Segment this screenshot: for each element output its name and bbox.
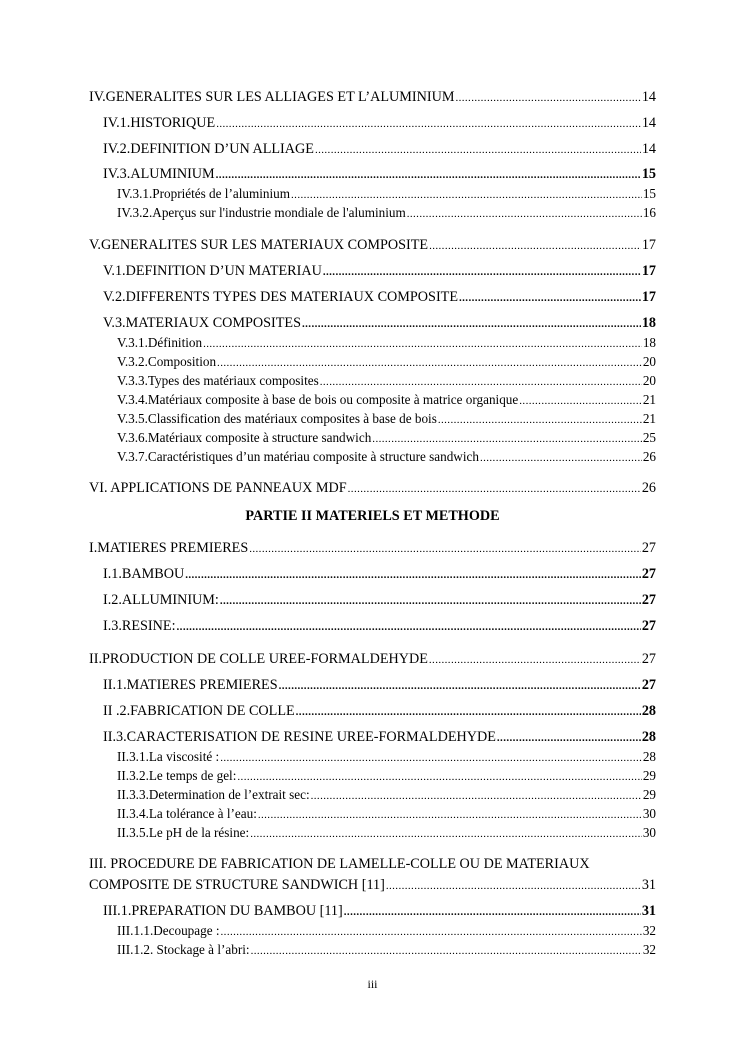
toc-entry[interactable] bbox=[89, 541, 656, 557]
toc-page: 28 bbox=[641, 729, 656, 745]
toc-entry[interactable] bbox=[103, 142, 656, 158]
toc-entry[interactable] bbox=[103, 116, 656, 132]
toc-leader bbox=[216, 118, 641, 130]
toc-leader bbox=[348, 483, 641, 495]
toc-title: III.1.2. Stockage à l’abri: bbox=[117, 942, 250, 957]
toc-page: 26 bbox=[642, 449, 656, 464]
toc-page: 29 bbox=[642, 768, 656, 783]
toc-page: 26 bbox=[641, 480, 656, 496]
toc-title: V.1.DEFINITION D’UN MATERIAU bbox=[103, 263, 322, 279]
toc-title: V.3.6.Matériaux composite à structure sandwich bbox=[117, 430, 372, 445]
toc-title: V.3.2.Composition bbox=[117, 354, 217, 369]
toc-title: III. PROCEDURE DE FABRICATION DE LAMELLE-COLLE OU DE MATERIAUX bbox=[89, 856, 590, 872]
toc-leader bbox=[296, 706, 641, 718]
toc-entry[interactable] bbox=[117, 450, 656, 465]
toc-leader bbox=[438, 414, 642, 426]
toc-leader bbox=[217, 357, 642, 369]
toc-entry[interactable] bbox=[117, 412, 656, 427]
toc-leader bbox=[480, 452, 642, 464]
toc-title: IV.3.2.Aperçus sur l'industrie mondiale de l'aluminium bbox=[117, 205, 406, 220]
toc-leader bbox=[429, 240, 641, 252]
toc-title: II.PRODUCTION DE COLLE UREE-FORMALDEHYDE bbox=[89, 651, 428, 667]
toc-page: 27 bbox=[641, 592, 656, 608]
toc-leader bbox=[251, 945, 642, 957]
toc-entry[interactable] bbox=[117, 769, 656, 784]
toc-leader bbox=[459, 292, 641, 304]
toc-page: 18 bbox=[641, 315, 656, 331]
toc-leader bbox=[279, 680, 641, 692]
toc-title: IV.3.ALUMINIUM bbox=[103, 166, 215, 182]
toc-page: 15 bbox=[642, 186, 656, 201]
toc-leader bbox=[315, 144, 641, 156]
toc-page: 14 bbox=[641, 115, 656, 131]
toc-title: V.3.MATERIAUX COMPOSITES bbox=[103, 315, 301, 331]
toc-title: I.1.BAMBOU bbox=[103, 566, 185, 582]
toc-leader bbox=[185, 569, 641, 581]
toc-page: 27 bbox=[641, 651, 656, 667]
toc-entry[interactable] bbox=[103, 619, 656, 635]
toc-entry[interactable] bbox=[117, 943, 656, 958]
toc-title: V.3.7.Caractéristiques d’un matériau composite à structure sandwich bbox=[117, 449, 479, 464]
toc-title: IV.GENERALITES SUR LES ALLIAGES ET L’ALUMINIUM bbox=[89, 89, 455, 105]
toc-entry[interactable] bbox=[117, 750, 656, 765]
toc-page: 31 bbox=[641, 903, 656, 919]
toc-entry[interactable] bbox=[117, 924, 656, 939]
toc-title: V.3.1.Définition bbox=[117, 335, 203, 350]
toc-title: V.GENERALITES SUR LES MATERIAUX COMPOSITE bbox=[89, 237, 429, 253]
toc-page: 16 bbox=[642, 205, 656, 220]
toc-entry[interactable] bbox=[103, 678, 656, 694]
toc-page: 28 bbox=[641, 703, 656, 719]
toc-leader bbox=[249, 543, 641, 555]
toc-leader bbox=[220, 752, 642, 764]
toc-title: II.3.CARACTERISATION DE RESINE UREE-FORMALDEHYDE bbox=[103, 729, 496, 745]
toc-page: 31 bbox=[641, 876, 656, 893]
toc-page: 30 bbox=[642, 825, 656, 840]
page-number: iii bbox=[367, 977, 378, 991]
toc-leader bbox=[216, 169, 641, 181]
toc-page: 27 bbox=[641, 540, 656, 556]
toc-title: III.1.1.Decoupage : bbox=[117, 923, 220, 938]
toc-page: 20 bbox=[642, 354, 656, 369]
toc-page: 14 bbox=[641, 141, 656, 157]
toc-page: 27 bbox=[641, 618, 656, 634]
toc-entry[interactable] bbox=[117, 393, 656, 408]
toc-page: 17 bbox=[641, 289, 656, 305]
toc-entry[interactable] bbox=[89, 238, 656, 254]
toc-entry[interactable] bbox=[103, 730, 656, 746]
toc-entry[interactable] bbox=[117, 807, 656, 822]
toc-title: II.3.5.Le pH de la résine: bbox=[117, 825, 250, 840]
toc-leader bbox=[519, 395, 642, 407]
toc-page: 17 bbox=[641, 237, 656, 253]
toc-leader bbox=[311, 790, 642, 802]
toc-entry[interactable] bbox=[103, 567, 656, 583]
toc-page: 20 bbox=[642, 373, 656, 388]
toc-entry[interactable] bbox=[103, 904, 656, 920]
toc-title: II.3.4.La tolérance à l’eau: bbox=[117, 806, 257, 821]
toc-title: V.2.DIFFERENTS TYPES DES MATERIAUX COMPOSITE bbox=[103, 289, 458, 305]
toc-page: 25 bbox=[642, 430, 656, 445]
toc-title: IV.1.HISTORIQUE bbox=[103, 115, 216, 131]
toc-entry[interactable] bbox=[117, 336, 656, 351]
toc-title: V.3.5.Classification des matériaux composites à base de bois bbox=[117, 411, 437, 426]
toc-title: II .2.FABRICATION DE COLLE bbox=[103, 703, 295, 719]
toc-leader bbox=[320, 376, 642, 388]
toc-entry[interactable] bbox=[117, 187, 656, 202]
toc-title: II.3.1.La viscosité : bbox=[117, 749, 220, 764]
toc-leader bbox=[344, 906, 641, 918]
toc-page: 17 bbox=[641, 263, 656, 279]
toc-entry[interactable] bbox=[103, 704, 656, 720]
toc-leader bbox=[429, 654, 641, 666]
toc-title: VI. APPLICATIONS DE PANNEAUX MDF bbox=[89, 480, 347, 496]
toc-entry[interactable] bbox=[103, 167, 656, 183]
toc-entry[interactable] bbox=[89, 857, 656, 893]
toc-leader bbox=[372, 433, 642, 445]
toc-title: II.3.3.Determination de l’extrait sec: bbox=[117, 787, 310, 802]
toc-page: 27 bbox=[641, 677, 656, 693]
toc-page: 29 bbox=[642, 787, 656, 802]
toc-title: V.3.4.Matériaux composite à base de bois ou composite à matrice organique bbox=[117, 392, 519, 407]
toc-leader bbox=[221, 926, 642, 938]
toc-page: 14 bbox=[641, 89, 656, 105]
toc-entry[interactable] bbox=[89, 481, 656, 497]
toc-title: III.1.PREPARATION DU BAMBOU [11] bbox=[103, 903, 343, 919]
toc-entry[interactable] bbox=[103, 316, 656, 332]
toc-page: 32 bbox=[642, 942, 656, 957]
toc-page: 27 bbox=[641, 566, 656, 582]
toc-entry[interactable] bbox=[103, 290, 656, 306]
toc-entry[interactable] bbox=[117, 374, 656, 389]
toc-leader bbox=[258, 809, 642, 821]
toc-title: I.MATIERES PREMIERES bbox=[89, 540, 249, 556]
toc-leader bbox=[407, 208, 642, 220]
toc-leader bbox=[323, 266, 641, 278]
toc-entry[interactable] bbox=[89, 90, 656, 106]
toc-entry[interactable] bbox=[117, 206, 656, 221]
toc-page: 32 bbox=[642, 923, 656, 938]
toc-entry[interactable] bbox=[117, 826, 656, 841]
toc-entry[interactable] bbox=[89, 652, 656, 668]
toc-title-line2: COMPOSITE DE STRUCTURE SANDWICH [11] bbox=[89, 876, 385, 893]
toc-title-continuation bbox=[89, 878, 656, 894]
toc-entry[interactable] bbox=[117, 431, 656, 446]
toc-entry[interactable] bbox=[103, 264, 656, 280]
toc-entry[interactable] bbox=[117, 355, 656, 370]
toc-leader bbox=[291, 189, 642, 201]
section-heading: PARTIE II MATERIELS ET METHODE bbox=[245, 508, 500, 524]
toc-title: I.3.RESINE: bbox=[103, 618, 176, 634]
toc-title: IV.3.1.Propriétés de l’aluminium bbox=[117, 186, 291, 201]
toc-leader bbox=[455, 92, 640, 104]
toc-leader bbox=[203, 338, 642, 350]
toc-page: 15 bbox=[641, 166, 656, 182]
toc-title: I.2.ALLUMINIUM: bbox=[103, 592, 219, 608]
toc-entry[interactable] bbox=[117, 788, 656, 803]
toc-entry[interactable] bbox=[103, 593, 656, 609]
toc-page: 18 bbox=[642, 335, 656, 350]
toc-title: II.3.2.Le temps de gel: bbox=[117, 768, 237, 783]
toc-page: 28 bbox=[642, 749, 656, 764]
toc-leader bbox=[302, 318, 641, 330]
toc-page: 21 bbox=[642, 411, 656, 426]
toc-leader bbox=[220, 595, 641, 607]
toc-leader bbox=[250, 828, 642, 840]
toc-leader bbox=[386, 880, 641, 892]
toc-page: 30 bbox=[642, 806, 656, 821]
toc-title: IV.2.DEFINITION D’UN ALLIAGE bbox=[103, 141, 314, 157]
toc-title: V.3.3.Types des matériaux composites bbox=[117, 373, 319, 388]
toc-leader bbox=[237, 771, 641, 783]
toc-page: 21 bbox=[642, 392, 656, 407]
toc-title: II.1.MATIERES PREMIERES bbox=[103, 677, 278, 693]
toc-leader bbox=[177, 621, 641, 633]
toc-leader bbox=[497, 732, 641, 744]
